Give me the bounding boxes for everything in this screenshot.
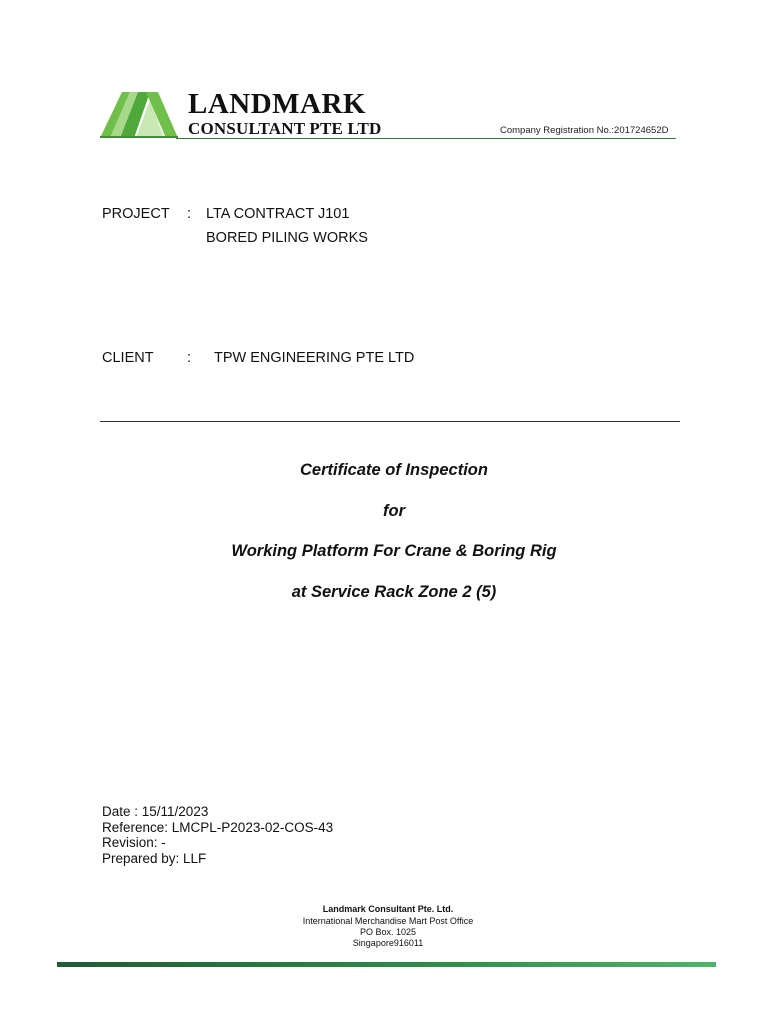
project-line-1: LTA CONTRACT J101 <box>206 206 350 222</box>
company-registration: Company Registration No.:201724652D <box>500 125 669 136</box>
client-colon: : <box>187 350 192 366</box>
title-line-2: for <box>383 502 405 520</box>
client-label: CLIENT <box>102 350 154 366</box>
footer-address-2: PO Box. 1025 <box>359 927 417 937</box>
footer-address-3: Singapore916011 <box>352 938 424 948</box>
date-line: Date : 15/11/2023 <box>102 804 209 819</box>
project-colon: : <box>187 206 192 222</box>
company-name: LANDMARK <box>188 88 366 120</box>
reference-line: Reference: LMCPL-P2023-02-COS-43 <box>102 820 334 835</box>
prepared-by-line: Prepared by: LLF <box>102 851 207 866</box>
revision-line: Revision: - <box>102 835 166 850</box>
client-value: TPW ENGINEERING PTE LTD <box>214 350 415 366</box>
company-subtitle: CONSULTANT PTE LTD <box>188 119 382 138</box>
landmark-logo-icon <box>100 90 178 138</box>
footer-company: Landmark Consultant Pte. Ltd. <box>322 904 454 914</box>
section-divider <box>100 421 680 422</box>
project-line-2: BORED PILING WORKS <box>206 230 368 246</box>
footer-bar <box>57 962 716 967</box>
title-line-4: at Service Rack Zone 2 (5) <box>291 583 497 601</box>
header-rule <box>176 138 676 139</box>
footer-address-1: International Merchandise Mart Post Office <box>302 916 474 926</box>
project-label: PROJECT <box>102 206 170 222</box>
title-line-3: Working Platform For Crane & Boring Rig <box>231 542 557 560</box>
title-line-1: Certificate of Inspection <box>300 461 488 479</box>
